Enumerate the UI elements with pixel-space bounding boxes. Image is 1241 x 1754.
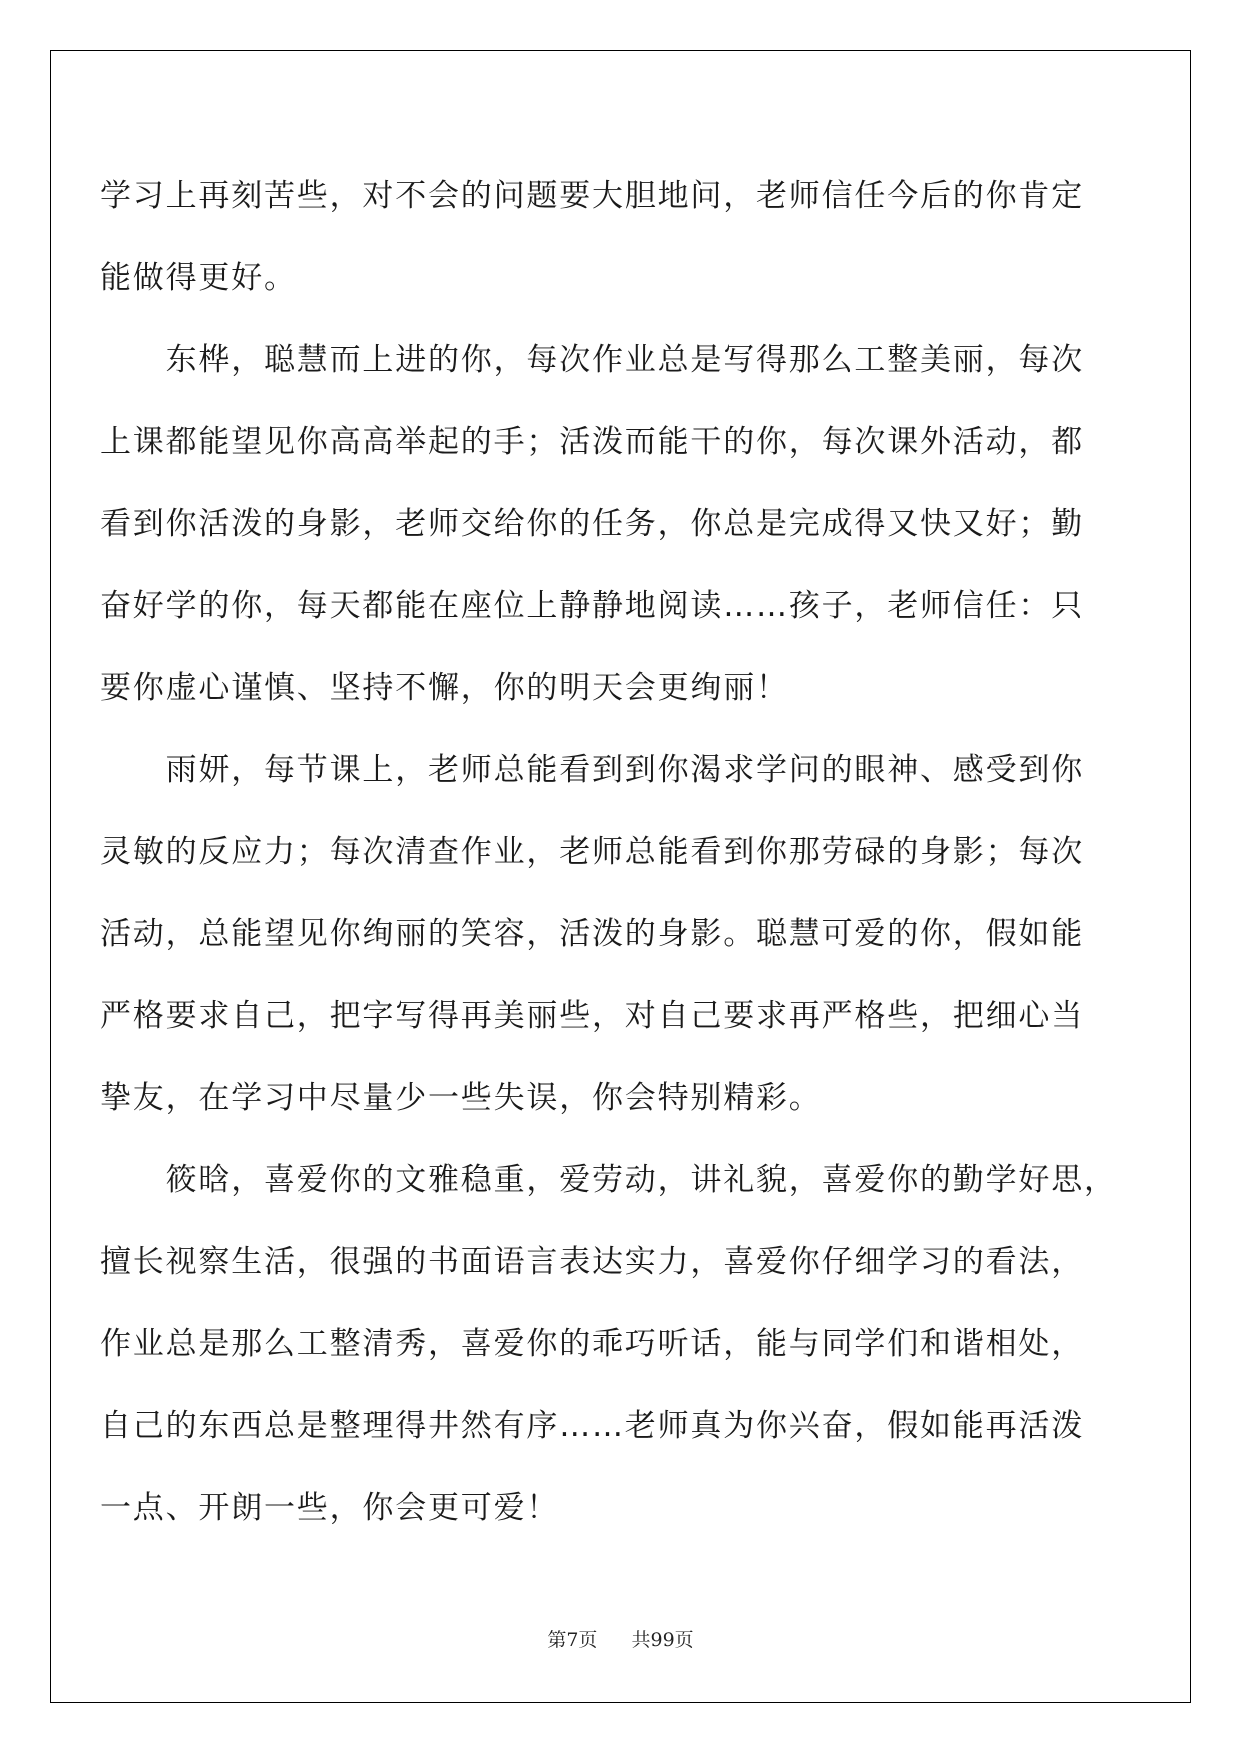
- paragraph: [100, 155, 1095, 319]
- text-line: 奋好学的你，每天都能在座位上静静地阅读……孩子，老师信任：只: [100, 588, 1084, 624]
- page-footer: [0, 1625, 1241, 1652]
- text-line: 严格要求自己，把字写得再美丽些，对自己要求再严格些，把细心当: [100, 998, 1084, 1034]
- text-line: 一点、开朗一些，你会更可爱！: [100, 1490, 560, 1526]
- text-line: 作业总是那么工整清秀，喜爱你的乖巧听话，能与同学们和谐相处，: [100, 1326, 1084, 1362]
- text-line: 擅长视察生活，很强的书面语言表达实力，喜爱你仔细学习的看法，: [100, 1244, 1084, 1280]
- paragraph: [100, 729, 1095, 1139]
- page-number: 第7页: [547, 1629, 598, 1651]
- text-line: 上课都能望见你高高举起的手；活泼而能干的你，每次课外活动，都: [100, 424, 1084, 460]
- text-line: 自己的东西总是整理得井然有序……老师真为你兴奋，假如能再活泼: [100, 1408, 1084, 1444]
- text-line: 要你虚心谨慎、坚持不懈，你的明天会更绚丽！: [100, 670, 789, 706]
- text-line: 活动，总能望见你绚丽的笑容，活泼的身影。聪慧可爱的你，假如能: [100, 916, 1084, 952]
- text-line: 能做得更好。: [100, 260, 297, 296]
- text-line: 东桦，聪慧而上进的你，每次作业总是写得那么工整美丽，每次: [100, 342, 1084, 378]
- text-line: 看到你活泼的身影，老师交给你的任务，你总是完成得又快又好；勤: [100, 506, 1084, 542]
- text-line: 挚友，在学习中尽量少一些失误，你会特别精彩。: [100, 1080, 822, 1116]
- page-total: 共99页: [631, 1629, 694, 1651]
- text-line: 学习上再刻苦些，对不会的问题要大胆地问，老师信任今后的你肯定: [100, 178, 1084, 214]
- document-body: [100, 155, 1117, 1549]
- paragraph: [100, 1139, 1117, 1549]
- text-line: 灵敏的反应力；每次清查作业，老师总能看到你那劳碌的身影；每次: [100, 834, 1084, 870]
- text-line: 筱晗，喜爱你的文雅稳重，爱劳动，讲礼貌，喜爱你的勤学好思，: [100, 1162, 1117, 1198]
- text-line: 雨妍，每节课上，老师总能看到到你渴求学问的眼神、感受到你: [100, 752, 1084, 788]
- paragraph: [100, 319, 1095, 729]
